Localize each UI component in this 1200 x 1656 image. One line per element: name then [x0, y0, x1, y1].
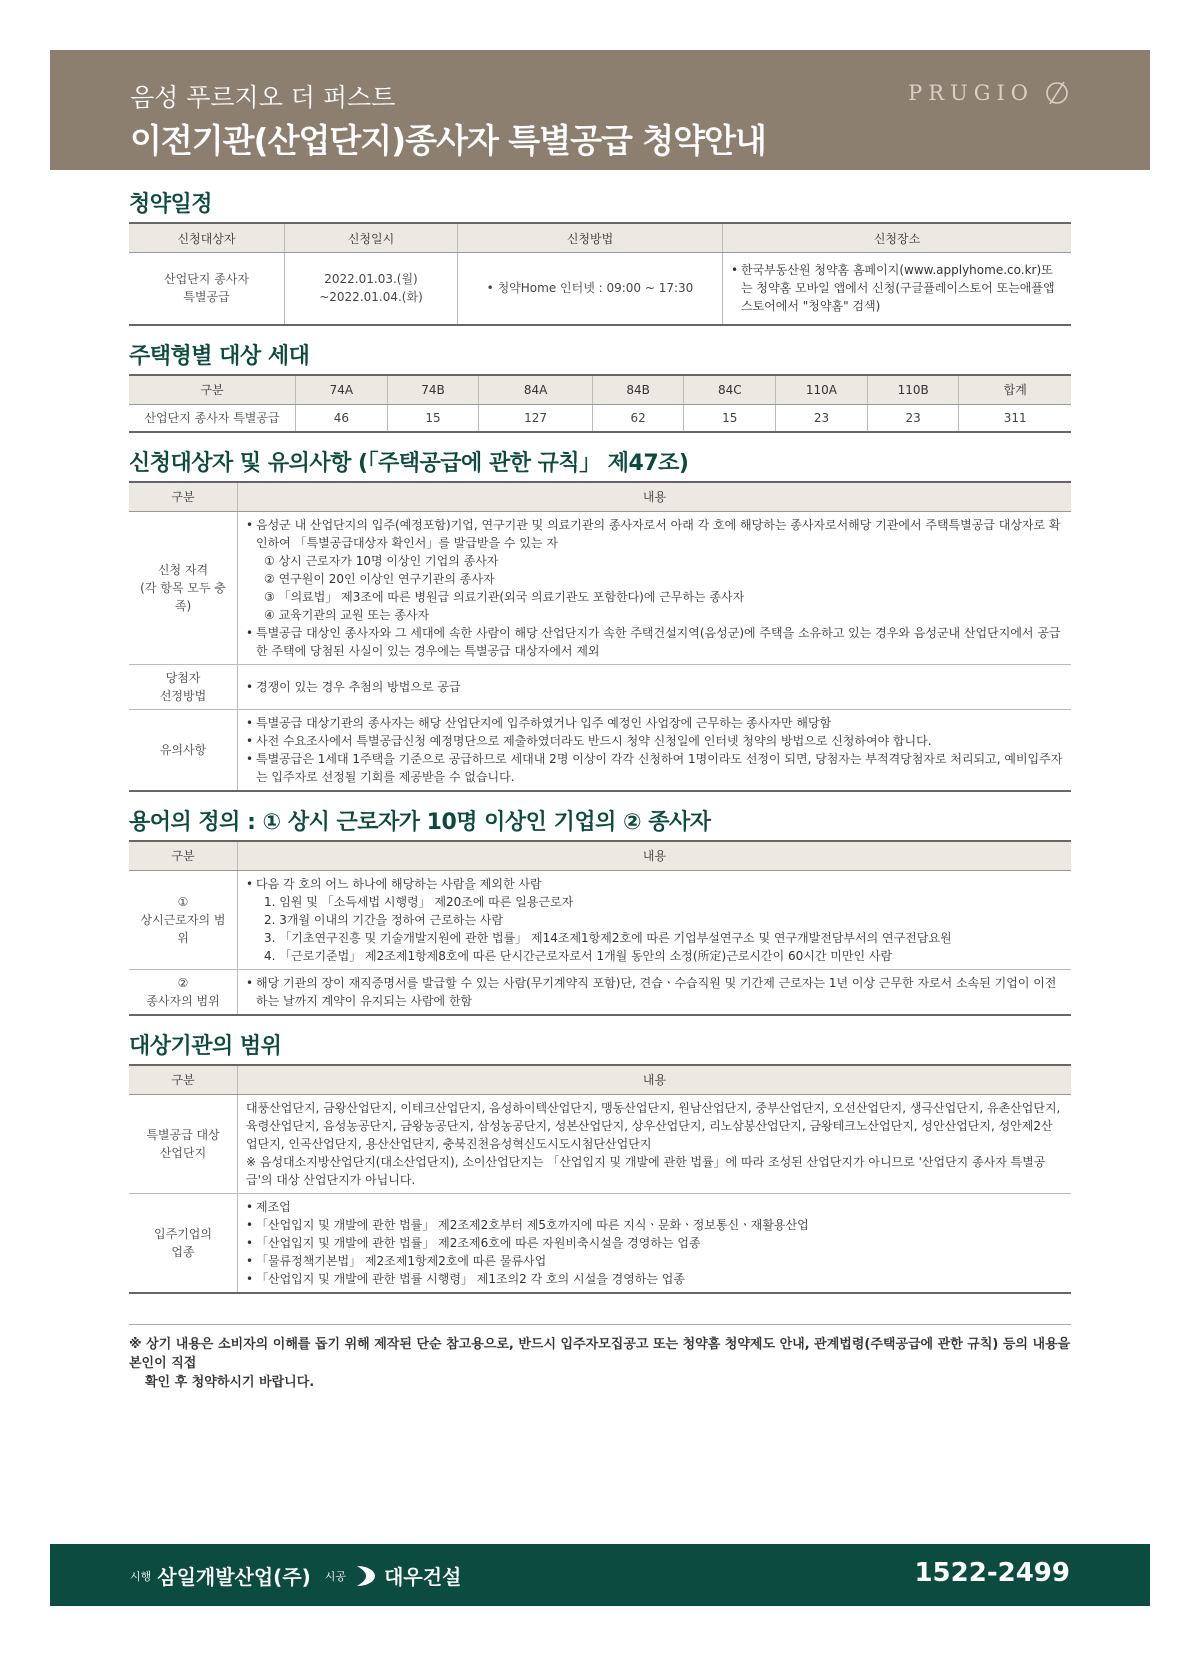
header-title: 이전기관(산업단지)종사자 특별공급 청약안내 [130, 121, 766, 160]
table-row: 산업단지 종사자 특별공급 46 15 127 62 15 23 23 311 [129, 404, 1071, 432]
schedule-date: 2022.01.03.(월) ~2022.01.04.(화) [285, 253, 458, 325]
table-row: ① 상시근로자의 범위 • 다음 각 호의 어느 하나에 해당하는 사람을 제외한 사람 1. 임원 및 「소득세법 시행령」 제20조에 따른 일용근로자 2. 3개월 이내의 기간을 정하여 근로하는 사람 3. 「기초연구진흥 및 기술개발지원에 관한 법률」 제14조제1항제2호에 따른 기업부설연구소 및 연구개발전담부서의 연구전담요원 4. 「근로기준법」 제2조제1항제8호에 따른 단시간근로자로서 1개월 동안의 소정(所定)근로시간이 60시간 미만인 사람 [129, 870, 1071, 969]
table-row: ② 종사자의 범위 • 해당 기관의 장이 재직증명서를 발급할 수 있는 사람(무기계약직 포함)단, 견습ㆍ수습직원 및 기간제 근로자는 1년 이상 근무한 자로서 소속된 기업이 이전하는 날까지 계약이 유지되는 사람에 한함 [129, 969, 1071, 1015]
table-row: 입주기업의 업종 • 제조업 • 「산업입지 및 개발에 관한 법률」 제2조제2호부터 제5호까지에 따른 지식ㆍ문화ㆍ정보통신ㆍ재활용산업 • 「산업입지 및 개발에 관한 법률」 제2조제6호에 따른 자원비축시설을 경영하는 업종 • 「물류정책기본법」 제2조제1항제2호에 따른 물류사업 • 「산업입지 및 개발에 관한 법률 시행령」 제1조의2 각 호의 시설을 경영하는 업종 [129, 1193, 1071, 1293]
table-row: 신청 자격 (각 항목 모두 충족) • 음성군 내 산업단지의 입주(예정포함)기업, 연구기관 및 의료기관의 종사자로서 아래 각 호에 해당하는 종사자로서해당 기관에서 주택특별공급 대상자로 확인하여 「특별공급대상자 확인서」를 발급받을 수 있는 자 ① 상시 근로자가 10명 이상인 기업의 종사자 ② 연구원이 20인 이상인 연구기관의 종사자 ③ 「의료법」 제3조에 따른 병원급 의료기관(외국 의료기관도 포함한다)에 근무하는 종사자 ④ 교육기관의 교원 또는 종사자 • 특별공급 대상인 종사자와 그 세대에 속한 사람이 해당 산업단지가 속한 주택건설지역(음성군)에 주택을 소유하고 있는 경우와 음성군내 산업단지에서 공급한 주택에 당첨된 사실이 있는 경우에는 특별공급 대상자에서 제외 [129, 511, 1071, 664]
col-header: 신청장소 [723, 223, 1072, 253]
row-label: ② 종사자의 범위 [129, 969, 238, 1015]
section-heading-eligibility: 신청대상자 및 유의사항 (「주택공급에 관한 규칙」 제47조) [129, 450, 689, 476]
col-header: 신청대상자 [129, 223, 285, 253]
build-company: 대우건설 [384, 1565, 462, 1589]
col-header: 84A [479, 375, 592, 405]
col-header: 내용 [238, 841, 1072, 871]
row-label: 입주기업의 업종 [129, 1193, 238, 1293]
row-label: 신청 자격 (각 항목 모두 충족) [129, 511, 238, 664]
col-header: 74B [387, 375, 479, 405]
circle-slash-icon [1044, 80, 1070, 106]
header-banner [50, 50, 1150, 170]
exec-label: 시행 [130, 1569, 152, 1583]
exec-company: 삼일개발산업(주) [157, 1565, 311, 1589]
col-header: 110A [776, 375, 868, 405]
table-row: 특별공급 대상 산업단지 대풍산업단지, 금왕산업단지, 이테크산업단지, 음성하이텍산업단지, 맹동산업단지, 원남산업단지, 중부산업단지, 오선산업단지, 생극산업단지, 유촌산업단지, 육령산업단지, 음성농공단지, 금왕농공단지, 삼성농공단지, 성본산업단지, 상우산업단지, 리노삼봉산업단지, 금왕테크노산업단지, 성안산업단지, 성안제2산업단지, 인곡산업단지, 용산산업단지, 충북진천음성혁신도시도시첨단산업단지 ※ 음성대소지방산업단지(대소산업단지), 소이산업단지는 「산업입지 및 개발에 관한 법률」에 따라 조성된 산업단지가 아니므로 '산업단지 종사자 특별공급'의 대상 산업단지가 아닙니다. [129, 1094, 1071, 1193]
section-heading-schedule: 청약일정 [129, 192, 213, 217]
daewoo-logo-icon [352, 1563, 378, 1589]
eligibility-table [129, 481, 1071, 792]
header-subtitle: 음성 푸르지오 더 퍼스트 [130, 83, 396, 112]
content [129, 188, 1071, 1392]
col-header: 내용 [238, 482, 1072, 512]
row-label: 특별공급 대상 산업단지 [129, 1094, 238, 1193]
table-row: 유의사항 • 특별공급 대상기관의 종사자는 해당 산업단지에 입주하였거나 입주 예정인 사업장에 근무하는 종사자만 해당함 • 사전 수요조사에서 특별공급신청 예정명단으로 제출하였더라도 반드시 청약 신청일에 인터넷 청약의 방법으로 신청하여야 합니다. • 특별공급은 1세대 1주택을 기준으로 공급하므로 세대내 2명 이상이 각각 신청하여 1명이라도 선정이 되면, 당첨자는 부적격당첨자로 처리되고, 예비입주자는 입주자로 선정될 기회를 제공받을 수 없습니다. [129, 709, 1071, 791]
disclaimer-notice: ※ 상기 내용은 소비자의 이해를 돕기 위해 제작된 단순 참고용으로, 반드시 입주자모집공고 또는 청약홈 청약제도 안내, 관계법령(주택공급에 관한 규칙) 등의 내용을 본인이 직접 확인 후 청약하시기 바랍니다. [129, 1324, 1071, 1392]
col-header: 신청일시 [285, 223, 458, 253]
section-heading-institutions: 대상기관의 범위 [129, 1033, 282, 1059]
schedule-place: • 한국부동산원 청약홈 홈페이지(www.applyhome.co.kr)또는 청약홈 모바일 앱에서 신청(구글플레이스토어 또는애플앱스토어에서 "청약홈" 검색) [723, 253, 1072, 325]
col-header: 74A [296, 375, 388, 405]
build-label: 시공 [324, 1569, 347, 1583]
row-label: 유의사항 [129, 709, 238, 791]
col-header: 합계 [959, 375, 1071, 405]
schedule-table [129, 222, 1071, 326]
col-header: 84B [592, 375, 684, 405]
col-header: 110B [867, 375, 959, 405]
col-header: 신청방법 [458, 223, 723, 253]
prugio-logo [908, 80, 1070, 106]
section-heading-units: 주택형별 대상 세대 [129, 343, 310, 369]
schedule-method: • 청약Home 인터넷 : 09:00 ~ 17:30 [458, 253, 723, 325]
phone-number: 1522-2499 [914, 1558, 1070, 1588]
col-header: 구분 [129, 1065, 238, 1095]
definitions-table [129, 840, 1071, 1016]
table-row: 당첨자 선정방법 • 경쟁이 있는 경우 추첨의 방법으로 공급 [129, 664, 1071, 709]
footer-companies [130, 1561, 461, 1590]
units-table [129, 374, 1071, 433]
schedule-target: 산업단지 종사자 특별공급 [129, 253, 285, 325]
col-header: 구분 [129, 482, 238, 512]
row-label: ① 상시근로자의 범위 [129, 870, 238, 969]
col-header: 내용 [238, 1065, 1072, 1095]
institutions-table [129, 1064, 1071, 1294]
footer-bar [50, 1544, 1150, 1606]
prugio-logo-text: PRUGIO [908, 81, 1034, 105]
col-header: 구분 [129, 375, 296, 405]
col-header: 84C [684, 375, 776, 405]
section-heading-definitions: 용어의 정의 : ① 상시 근로자가 10명 이상인 기업의 ② 종사자 [129, 809, 711, 835]
row-label: 당첨자 선정방법 [129, 664, 238, 709]
col-header: 구분 [129, 841, 238, 871]
